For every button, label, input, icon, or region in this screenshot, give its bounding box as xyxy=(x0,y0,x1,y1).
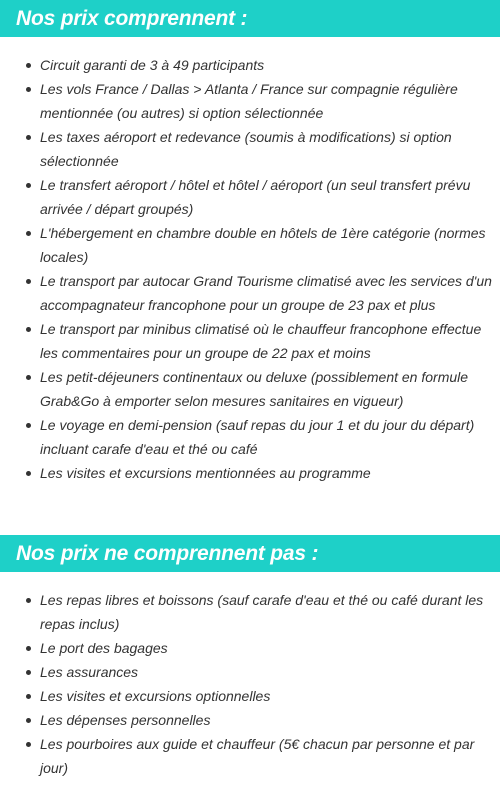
list-item xyxy=(40,125,500,173)
list-item-text: Les assurances xyxy=(40,664,139,680)
list-item-text: jour) xyxy=(40,760,69,776)
list-item-text: Circuit garanti de 3 à 49 participants xyxy=(40,57,265,73)
included-section-header xyxy=(0,0,500,37)
list-item-text: Les taxes aéroport et redevance (soumis à modifications) si option xyxy=(40,129,452,145)
bullet-icon xyxy=(26,670,31,675)
list-item xyxy=(40,708,500,732)
bullet-icon xyxy=(26,471,31,476)
list-item-text: Les petit-déjeuners continentaux ou deluxe (possiblement en formule xyxy=(40,369,469,385)
list-item xyxy=(40,173,500,221)
list-item xyxy=(40,221,500,269)
bullet-icon xyxy=(26,279,31,284)
list-item-text: Les visites et excursions optionnelles xyxy=(40,688,271,704)
list-item-text: locales) xyxy=(40,249,89,265)
list-item-text: incluant carafe d'eau et thé ou café xyxy=(40,441,258,457)
list-item xyxy=(40,684,500,708)
list-item xyxy=(40,413,500,461)
included-section-title: Nos prix comprennent : xyxy=(16,6,248,30)
excluded-list xyxy=(0,588,500,780)
bullet-icon xyxy=(26,694,31,699)
list-item-text: accompagnateur francophone pour un groupe de 23 pax et plus xyxy=(40,297,436,313)
list-item xyxy=(40,636,500,660)
list-item xyxy=(40,732,500,780)
list-item-text: L'hébergement en chambre double en hôtels de 1ère catégorie (normes xyxy=(40,225,486,241)
list-item xyxy=(40,461,500,485)
bullet-icon xyxy=(26,87,31,92)
bullet-icon xyxy=(26,718,31,723)
bullet-icon xyxy=(26,183,31,188)
list-item xyxy=(40,53,500,77)
bullet-icon xyxy=(26,598,31,603)
list-item-text: les commentaires pour un groupe de 22 pax et moins xyxy=(40,345,371,361)
excluded-section-title: Nos prix ne comprennent pas : xyxy=(16,541,319,565)
list-item-text: Les pourboires aux guide et chauffeur (5€ chacun par personne et par xyxy=(40,736,475,752)
list-item-text: Les vols France / Dallas > Atlanta / France sur compagnie régulière xyxy=(40,81,458,97)
list-item-text: repas inclus) xyxy=(40,616,120,632)
included-list xyxy=(0,53,500,485)
list-item-text: Grab&Go à emporter selon mesures sanitaires en vigueur) xyxy=(40,393,404,409)
bullet-icon xyxy=(26,63,31,68)
list-item-text: arrivée / départ groupés) xyxy=(40,201,194,217)
bullet-icon xyxy=(26,231,31,236)
list-item-text: Le voyage en demi-pension (sauf repas du jour 1 et du jour du départ) xyxy=(40,417,475,433)
list-item-text: Les visites et excursions mentionnées au programme xyxy=(40,465,371,481)
list-item-text: mentionnée (ou autres) si option sélectionnée xyxy=(40,105,324,121)
bullet-icon xyxy=(26,375,31,380)
list-item xyxy=(40,269,500,317)
list-item xyxy=(40,365,500,413)
bullet-icon xyxy=(26,423,31,428)
list-item-text: Le transport par autocar Grand Tourisme climatisé avec les services d'un xyxy=(40,273,492,289)
list-item xyxy=(40,588,500,636)
list-item-text: sélectionnée xyxy=(40,153,119,169)
list-item xyxy=(40,317,500,365)
bullet-icon xyxy=(26,135,31,140)
list-item-text: Les repas libres et boissons (sauf carafe d'eau et thé ou café durant les xyxy=(40,592,484,608)
bullet-icon xyxy=(26,327,31,332)
list-item-text: Les dépenses personnelles xyxy=(40,712,211,728)
list-item-text: Le transfert aéroport / hôtel et hôtel / aéroport (un seul transfert prévu xyxy=(40,177,471,193)
bullet-icon xyxy=(26,646,31,651)
bullet-icon xyxy=(26,742,31,747)
list-item-text: Le transport par minibus climatisé où le chauffeur francophone effectue xyxy=(40,321,482,337)
list-item-text: Le port des bagages xyxy=(40,640,168,656)
excluded-section-header xyxy=(0,535,500,572)
list-item xyxy=(40,660,500,684)
list-item xyxy=(40,77,500,125)
